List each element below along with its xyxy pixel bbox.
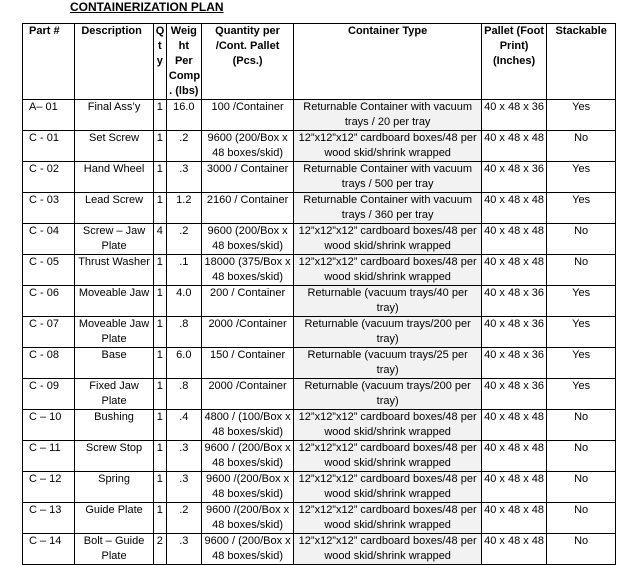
part-number-cell: C - 02 (23, 162, 75, 193)
table-row (23, 472, 616, 503)
part-number-cell: C – 12 (23, 472, 75, 503)
table-row (23, 348, 616, 379)
weight-cell: .3 (166, 162, 201, 193)
container-type-cell: Returnable Container with vacuum trays / 500 per tray (294, 162, 481, 193)
pallet-cell: 40 x 48 x 36 (481, 162, 546, 193)
part-number-cell: C - 04 (23, 224, 75, 255)
qty-cell: 1 (153, 410, 166, 441)
description-cell: Set Screw (75, 131, 153, 162)
header-part: Part # (23, 24, 75, 100)
quantity-cell: 9600 / (200/Box x 48 boxes/skid) (201, 441, 294, 472)
description-cell: Final Ass’y (75, 100, 153, 131)
stackable-cell: No (547, 441, 616, 472)
stackable-cell: Yes (547, 162, 616, 193)
table-row (23, 317, 616, 348)
table-row (23, 255, 616, 286)
container-type-cell: Returnable (vacuum trays/200 per tray) (294, 379, 481, 410)
container-type-cell: 12”x12”x12” cardboard boxes/48 per wood skid/shrink wrapped (294, 224, 481, 255)
quantity-cell: 2000 /Container (201, 379, 294, 410)
description-cell: Fixed Jaw Plate (75, 379, 153, 410)
container-type-cell: 12”x12”x12” cardboard boxes/48 per wood skid/shrink wrapped (294, 131, 481, 162)
stackable-cell: Yes (547, 193, 616, 224)
part-number-cell: C – 10 (23, 410, 75, 441)
table-row (23, 224, 616, 255)
pallet-cell: 40 x 48 x 48 (481, 441, 546, 472)
weight-cell: .2 (166, 503, 201, 534)
table-row (23, 534, 616, 565)
part-number-cell: C - 03 (23, 193, 75, 224)
description-cell: Hand Wheel (75, 162, 153, 193)
header-qty: Q t y (153, 24, 166, 100)
stackable-cell: Yes (547, 348, 616, 379)
pallet-cell: 40 x 48 x 36 (481, 379, 546, 410)
description-cell: Lead Screw (75, 193, 153, 224)
part-number-cell: C - 01 (23, 131, 75, 162)
description-cell: Bushing (75, 410, 153, 441)
stackable-cell: Yes (547, 286, 616, 317)
header-container-type: Container Type (294, 24, 481, 100)
qty-cell: 1 (153, 503, 166, 534)
pallet-cell: 40 x 48 x 36 (481, 286, 546, 317)
table-body (23, 100, 616, 565)
pallet-cell: 40 x 48 x 48 (481, 503, 546, 534)
document-title: CONTAINERIZATION PLAN (70, 0, 224, 14)
table-row (23, 100, 616, 131)
containerization-table (22, 23, 616, 565)
pallet-cell: 40 x 48 x 48 (481, 193, 546, 224)
part-number-cell: C - 07 (23, 317, 75, 348)
header-stackable: Stackable (547, 24, 616, 100)
table-row (23, 286, 616, 317)
pallet-cell: 40 x 48 x 48 (481, 410, 546, 441)
container-type-cell: Returnable (vacuum trays/40 per tray) (294, 286, 481, 317)
stackable-cell: No (547, 534, 616, 565)
table-row (23, 162, 616, 193)
container-type-cell: 12”x12”x12” cardboard boxes/48 per wood skid/shrink wrapped (294, 534, 481, 565)
qty-cell: 2 (153, 534, 166, 565)
qty-cell: 1 (153, 286, 166, 317)
stackable-cell: No (547, 131, 616, 162)
quantity-cell: 9600 /(200/Box x 48 boxes/skid) (201, 472, 294, 503)
quantity-cell: 9600 (200/Box x 48 boxes/skid) (201, 131, 294, 162)
pallet-cell: 40 x 48 x 36 (481, 100, 546, 131)
stackable-cell: Yes (547, 100, 616, 131)
stackable-cell: No (547, 224, 616, 255)
container-type-cell: 12”x12”x12” cardboard boxes/48 per wood skid/shrink wrapped (294, 472, 481, 503)
qty-cell: 1 (153, 317, 166, 348)
pallet-cell: 40 x 48 x 48 (481, 472, 546, 503)
description-cell: Screw – Jaw Plate (75, 224, 153, 255)
header-quantity: Quantity per /Cont. Pallet (Pcs.) (201, 24, 294, 100)
quantity-cell: 150 / Container (201, 348, 294, 379)
pallet-cell: 40 x 48 x 48 (481, 131, 546, 162)
weight-cell: .3 (166, 441, 201, 472)
table-row (23, 131, 616, 162)
stackable-cell: No (547, 503, 616, 534)
table-row (23, 193, 616, 224)
part-number-cell: A– 01 (23, 100, 75, 131)
pallet-cell: 40 x 48 x 48 (481, 224, 546, 255)
weight-cell: .8 (166, 379, 201, 410)
quantity-cell: 2000 /Container (201, 317, 294, 348)
pallet-cell: 40 x 48 x 48 (481, 255, 546, 286)
pallet-cell: 40 x 48 x 36 (481, 317, 546, 348)
pallet-cell: 40 x 48 x 36 (481, 348, 546, 379)
quantity-cell: 2160 / Container (201, 193, 294, 224)
part-number-cell: C – 14 (23, 534, 75, 565)
weight-cell: .2 (166, 224, 201, 255)
qty-cell: 1 (153, 472, 166, 503)
stackable-cell: No (547, 255, 616, 286)
weight-cell: .4 (166, 410, 201, 441)
quantity-cell: 9600 (200/Box x 48 boxes/skid) (201, 224, 294, 255)
part-number-cell: C - 08 (23, 348, 75, 379)
qty-cell: 1 (153, 131, 166, 162)
weight-cell: 1.2 (166, 193, 201, 224)
qty-cell: 1 (153, 255, 166, 286)
part-number-cell: C - 05 (23, 255, 75, 286)
stackable-cell: Yes (547, 379, 616, 410)
description-cell: Bolt – Guide Plate (75, 534, 153, 565)
part-number-cell: C - 09 (23, 379, 75, 410)
weight-cell: .3 (166, 534, 201, 565)
weight-cell: .1 (166, 255, 201, 286)
container-type-cell: Returnable (vacuum trays/200 per tray) (294, 317, 481, 348)
container-type-cell: Returnable Container with vacuum trays / 20 per tray (294, 100, 481, 131)
weight-cell: .2 (166, 131, 201, 162)
qty-cell: 1 (153, 162, 166, 193)
qty-cell: 1 (153, 193, 166, 224)
container-type-cell: 12”x12”x12” cardboard boxes/48 per wood skid/shrink wrapped (294, 410, 481, 441)
part-number-cell: C – 13 (23, 503, 75, 534)
container-type-cell: Returnable (vacuum trays/25 per tray) (294, 348, 481, 379)
table-row (23, 503, 616, 534)
quantity-cell: 200 / Container (201, 286, 294, 317)
part-number-cell: C – 11 (23, 441, 75, 472)
container-type-cell: Returnable Container with vacuum trays / 360 per tray (294, 193, 481, 224)
quantity-cell: 4800 / (100/Box x 48 boxes/skid) (201, 410, 294, 441)
description-cell: Thrust Washer (75, 255, 153, 286)
qty-cell: 1 (153, 441, 166, 472)
stackable-cell: No (547, 410, 616, 441)
description-cell: Guide Plate (75, 503, 153, 534)
quantity-cell: 18000 (375/Box x 48 boxes/skid) (201, 255, 294, 286)
stackable-cell: No (547, 472, 616, 503)
qty-cell: 1 (153, 348, 166, 379)
description-cell: Screw Stop (75, 441, 153, 472)
description-cell: Moveable Jaw (75, 286, 153, 317)
quantity-cell: 100 /Container (201, 100, 294, 131)
weight-cell: .8 (166, 317, 201, 348)
weight-cell: 4.0 (166, 286, 201, 317)
weight-cell: .3 (166, 472, 201, 503)
pallet-cell: 40 x 48 x 48 (481, 534, 546, 565)
container-type-cell: 12”x12”x12” cardboard boxes/48 per wood skid/shrink wrapped (294, 255, 481, 286)
weight-cell: 16.0 (166, 100, 201, 131)
quantity-cell: 9600 / (200/Box x 48 boxes/skid) (201, 534, 294, 565)
header-pallet: Pallet (Foot Print) (Inches) (481, 24, 546, 100)
quantity-cell: 9600 /(200/Box x 48 boxes/skid) (201, 503, 294, 534)
qty-cell: 1 (153, 379, 166, 410)
container-type-cell: 12”x12”x12” cardboard boxes/48 per wood skid/shrink wrapped (294, 503, 481, 534)
description-cell: Base (75, 348, 153, 379)
quantity-cell: 3000 / Container (201, 162, 294, 193)
stackable-cell: Yes (547, 317, 616, 348)
table-row (23, 441, 616, 472)
container-type-cell: 12”x12”x12” cardboard boxes/48 per wood skid/shrink wrapped (294, 441, 481, 472)
header-row (23, 24, 616, 100)
table-row (23, 410, 616, 441)
description-cell: Spring (75, 472, 153, 503)
part-number-cell: C - 06 (23, 286, 75, 317)
header-weight: Weig ht Per Comp . (lbs) (166, 24, 201, 100)
table-row (23, 379, 616, 410)
qty-cell: 4 (153, 224, 166, 255)
weight-cell: 6.0 (166, 348, 201, 379)
header-description: Description (75, 24, 153, 100)
description-cell: Moveable Jaw Plate (75, 317, 153, 348)
qty-cell: 1 (153, 100, 166, 131)
